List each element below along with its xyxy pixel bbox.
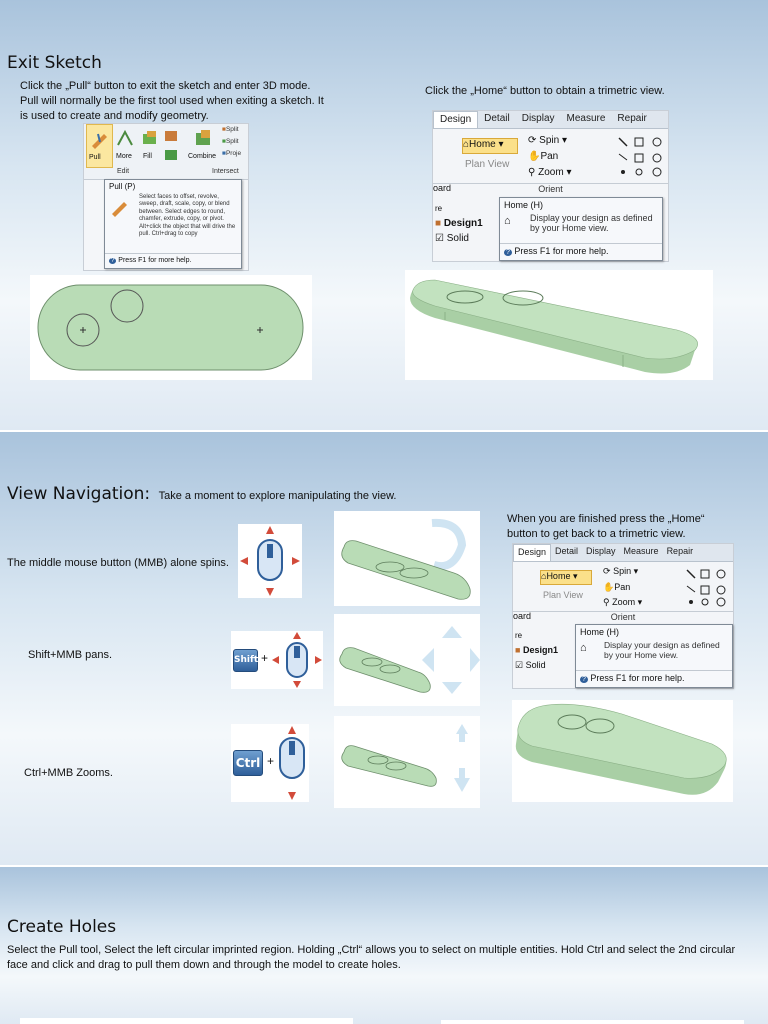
zoom-button[interactable]: ⚲ Zoom ▾ xyxy=(528,167,572,178)
spin-model-view xyxy=(334,511,480,606)
zoom-label: Zoom xyxy=(538,167,564,178)
create-holes-image-right xyxy=(441,1020,744,1024)
pan-model-drawing xyxy=(334,614,480,706)
home-icon: ⌂ xyxy=(463,139,470,150)
tab-display[interactable]: Display xyxy=(521,113,555,124)
sketch-2d-view xyxy=(30,275,312,380)
home-button[interactable]: ⌂Home ▾ xyxy=(462,138,518,154)
pull-tooltip-help-text: Press F1 for more help. xyxy=(118,257,192,264)
mouse-pan-icon xyxy=(271,631,323,689)
visibility-checkbox[interactable]: ☑ xyxy=(435,233,444,244)
split-body-button[interactable] xyxy=(222,126,239,133)
design1-label: Design1 xyxy=(443,218,483,229)
design1-node[interactable] xyxy=(515,645,558,655)
pull-tooltip xyxy=(104,179,242,269)
zoom-label: Zoom xyxy=(612,597,636,607)
home-button-label: Home xyxy=(469,139,496,150)
move-icon[interactable] xyxy=(162,128,182,164)
design1-label: Design1 xyxy=(522,645,558,655)
view-navigation-subheading: Take a moment to explore manipulating the view. xyxy=(158,490,397,502)
split-label-2: Split xyxy=(225,138,239,145)
ribbon-tabs xyxy=(433,111,668,129)
pan-label: Pan xyxy=(540,151,559,162)
home-tooltip-top xyxy=(499,197,663,261)
sketch-tools-icons[interactable] xyxy=(683,566,731,608)
pull-tool-button[interactable] xyxy=(86,124,113,168)
pan-label: Pan xyxy=(614,582,631,592)
spin-label: Spin xyxy=(613,566,632,576)
zoom-model-drawing xyxy=(334,716,480,808)
solid-node[interactable] xyxy=(515,660,546,671)
fill-button[interactable] xyxy=(139,124,161,166)
project-label: Proje xyxy=(225,150,242,157)
home-tooltip-help-text: Press F1 for more help. xyxy=(514,246,609,256)
tab-display[interactable]: Display xyxy=(586,546,616,556)
ctrl-key: Ctrl xyxy=(233,750,263,776)
tab-design[interactable]: Design xyxy=(433,111,478,128)
fill-button-label: Fill xyxy=(143,153,152,160)
edit-group-label: Edit xyxy=(117,168,130,175)
help-icon: ? xyxy=(111,258,115,264)
sketch-tools-icons[interactable] xyxy=(615,134,667,178)
clipboard-label: oard xyxy=(433,183,452,193)
create-holes-body: Select the Pull tool, Select the left circular imprinted region. Holding „Ctrl“ allows you to select on multiple entities. Hold Ctrl and select the 2nd circular face and click and drag to pull them down and through the model to create holes. xyxy=(7,944,736,971)
plus-sign-shift: + xyxy=(261,651,269,665)
design-icon: ■ xyxy=(435,218,442,229)
pan-button[interactable] xyxy=(603,582,630,593)
home-tooltip-text: Display your design as defined by your Home view. xyxy=(604,640,720,660)
mmb-spin-graphic xyxy=(238,524,302,598)
view-navigation-heading: View Navigation: xyxy=(7,484,151,504)
orient-group-label: Orient xyxy=(513,611,733,622)
tab-design[interactable]: Design xyxy=(513,544,551,561)
plus-sign-ctrl: + xyxy=(267,754,275,768)
more-button[interactable] xyxy=(114,124,136,166)
more-button-label: More xyxy=(116,153,132,160)
tab-repair[interactable]: Repair xyxy=(666,546,694,556)
pan-icon: ✋ xyxy=(603,582,615,592)
pan-model-view xyxy=(334,614,480,706)
solid-node[interactable] xyxy=(435,233,469,244)
tab-detail[interactable]: Detail xyxy=(484,113,510,124)
spin-button[interactable]: ⟳ Spin ▾ xyxy=(528,135,567,146)
spin-model-drawing xyxy=(334,511,480,606)
exit-sketch-heading: Exit Sketch xyxy=(7,53,102,73)
pan-icon: ✋ xyxy=(528,151,541,162)
mmb-spins-text: The middle mouse button (MMB) alone spins. xyxy=(7,557,229,569)
home-button-label: Home xyxy=(546,571,571,581)
model-3d-drawing-nav xyxy=(512,700,733,802)
structure-label: re xyxy=(515,631,523,640)
view-navigation-heading-line xyxy=(7,484,396,504)
zoom-icon: ⚲ xyxy=(528,167,536,178)
create-holes-image-left xyxy=(20,1018,353,1024)
home-ribbon-snippet-top xyxy=(432,110,669,262)
home-ribbon-snippet-nav xyxy=(512,543,734,689)
split-icon: ■ xyxy=(222,126,226,133)
home-tooltip-icon: ⌂ xyxy=(580,642,587,654)
pull-tooltip-help xyxy=(105,253,241,268)
solid-label: Solid xyxy=(446,233,469,244)
fill-icon xyxy=(140,128,160,148)
tab-measure[interactable]: Measure xyxy=(623,546,659,556)
combine-icon xyxy=(193,128,215,150)
spin-button[interactable]: ⟳ Spin ▾ xyxy=(603,566,639,576)
model-3d-drawing-top xyxy=(405,270,713,380)
home-tooltip-title: Home (H) xyxy=(580,627,620,637)
ribbon-tabs-nav xyxy=(513,544,733,562)
project-icon: ■ xyxy=(222,150,226,157)
home-tooltip-text: Display your design as defined by your Home view. xyxy=(530,213,653,233)
pan-button[interactable] xyxy=(528,151,558,162)
pull-tooltip-title: Pull (P) xyxy=(109,182,136,191)
orient-group-label: Orient xyxy=(433,183,668,194)
home-tooltip-nav xyxy=(575,624,733,688)
home-tooltip-icon: ⌂ xyxy=(504,215,511,227)
home-instruction-top: Click the „Home“ button to obtain a trimetric view. xyxy=(425,85,665,97)
plan-view-button[interactable]: Plan View xyxy=(543,590,583,600)
shift-mmb-graphic xyxy=(231,631,323,689)
home-tooltip-help xyxy=(576,670,732,687)
pull-tooltip-icon xyxy=(108,196,130,218)
more-icon xyxy=(115,128,135,148)
spin-label: Spin xyxy=(539,135,560,146)
solid-label: Solid xyxy=(525,660,546,670)
spin-icon: ⟳ xyxy=(528,135,537,146)
pull-tooltip-text: Select faces to offset, revolve, sweep, draft, scale, copy, or blend between. Select edges to round, chamfer, extrude, copy, or pivot. Alt+click the object that will drive the pull. Ctrl+drag to copy xyxy=(139,194,236,238)
pull-toolbar-snippet xyxy=(83,123,249,271)
model-3d-view-nav xyxy=(512,700,733,802)
ctrl-zooms-text: Ctrl+MMB Zooms. xyxy=(24,767,113,779)
zoom-button[interactable]: ⚲ Zoom ▾ xyxy=(603,597,643,607)
spin-icon: ⟳ xyxy=(603,566,611,576)
visibility-checkbox[interactable]: ☑ xyxy=(515,660,524,670)
pull-icon xyxy=(88,128,110,150)
split-icon-2: ■ xyxy=(222,138,226,145)
combine-button[interactable] xyxy=(187,124,221,166)
home-tooltip-help xyxy=(500,243,662,260)
mouse-zoom-icon xyxy=(275,724,309,802)
clipboard-label: oard xyxy=(513,611,532,621)
home-button[interactable]: ⌂Home ▾ xyxy=(540,570,592,585)
model-3d-view-top xyxy=(405,270,713,380)
zoom-model-view xyxy=(334,716,480,808)
shift-key: Shift xyxy=(233,649,258,672)
split-label-1: Split xyxy=(225,126,239,133)
tab-repair[interactable]: Repair xyxy=(617,113,647,124)
tab-measure[interactable]: Measure xyxy=(566,113,606,124)
split-button[interactable] xyxy=(222,138,239,145)
mouse-spin-icon xyxy=(238,524,302,598)
help-icon: ? xyxy=(582,676,586,683)
plan-view-button[interactable]: Plan View xyxy=(465,159,510,170)
design-icon: ■ xyxy=(515,645,521,655)
project-button[interactable] xyxy=(222,150,241,157)
create-holes-heading: Create Holes xyxy=(7,917,117,937)
design1-node[interactable] xyxy=(435,218,483,229)
pull-button-label: Pull xyxy=(89,154,101,161)
zoom-icon: ⚲ xyxy=(603,597,610,607)
combine-button-label: Combine xyxy=(188,153,217,160)
intersect-group-label: Intersect xyxy=(212,168,239,175)
tab-detail[interactable]: Detail xyxy=(555,546,579,556)
sketch-2d-drawing xyxy=(30,275,312,380)
structure-label: re xyxy=(435,204,443,213)
home-icon: ⌂ xyxy=(541,571,547,581)
home-instruction-nav: When you are finished press the „Home“ button to get back to a trimetric view. xyxy=(507,513,705,540)
home-tooltip-title: Home (H) xyxy=(504,200,544,210)
exit-sketch-body: Click the „Pull“ button to exit the sketch and enter 3D mode. Pull will normally be the first tool used when exiting a sketch. It is used to create and modify geometry. xyxy=(20,80,324,122)
shift-pans-text: Shift+MMB pans. xyxy=(28,649,113,661)
home-tooltip-help-text: Press F1 for more help. xyxy=(590,673,685,683)
ctrl-mmb-graphic xyxy=(231,724,309,802)
help-icon: ? xyxy=(506,249,510,256)
